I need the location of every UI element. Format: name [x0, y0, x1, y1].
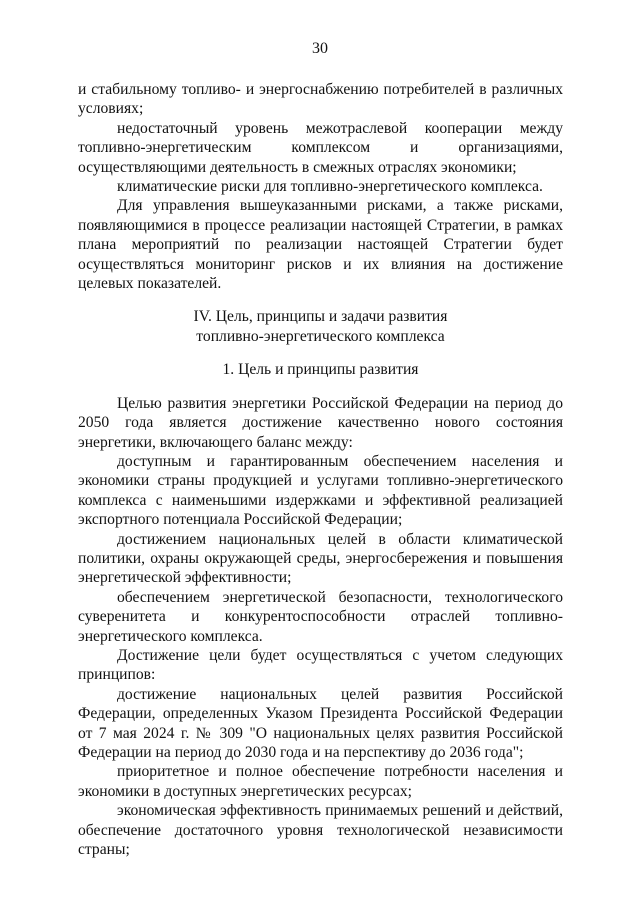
page-number: 30 [312, 40, 328, 57]
paragraph: обеспечением энергетической безопасности, технологического суверенитета и конкурентоспособности отраслей топливно-энергетического комплекса. [78, 588, 563, 645]
subsection-heading [78, 360, 563, 379]
paragraph: приоритетное и полное обеспечение потребности населения и экономики в доступных энергетических ресурсах; [78, 763, 563, 800]
paragraph: климатические риски для топливно-энергетического комплекса. [117, 178, 543, 196]
paragraph: Для управления вышеуказанными рисками, а также рисками, появляющимися в процессе реализации настоящей Стратегии, в рамках плана мероприятий по реализации настоящей Стратегии будет осуществляться мониторинг рисков и их влияния на достижение целевых показателей. [78, 197, 563, 293]
paragraphs-main [78, 394, 563, 860]
section-heading [78, 307, 563, 346]
paragraph: Целью развития энергетики Российской Федерации на период до 2050 года является достижение качественно нового состояния энергетики, включающего баланс между: [78, 394, 563, 451]
section-title-line-1: IV. Цель, принципы и задачи развития [193, 308, 448, 326]
paragraph: экономическая эффективность принимаемых решений и действий, обеспечение достаточного уровня технологической независимости страны; [78, 802, 563, 859]
paragraphs-top [78, 80, 563, 293]
subsection-title: 1. Цель и принципы развития [222, 361, 419, 379]
paragraph: Достижение цели будет осуществляться с учетом следующих принципов: [78, 646, 563, 684]
paragraph: доступным и гарантированным обеспечением населения и экономики страны продукцией и услугами топливно-энергетического комплекса с наименьшими издержками и эффективной реализацией экспортного потенциала Российской Федерации; [78, 452, 563, 529]
paragraph: достижение национальных целей развития Российской Федерации, определенных Указом Президента Российской Федерации от 7 мая 2024 г. № 309 "О национальных целях развития Российской Федерации на период до 2030 года и на перспективу до 2036 года"; [78, 685, 563, 761]
paragraph: достижением национальных целей в области климатической политики, охраны окружающей среды, энергосбережения и повышения энергетической эффективности; [78, 530, 563, 587]
paragraph: недостаточный уровень межотраслевой кооперации между топливно-энергетическим комплексом и организациями, осуществляющими деятельность в смежных отраслях экономики; [78, 119, 563, 176]
page-body [78, 80, 563, 859]
paragraph: и стабильному топливо- и энергоснабжению потребителей в различных условиях; [78, 81, 563, 118]
section-title-line-2: топливно-энергетического комплекса [196, 327, 445, 345]
